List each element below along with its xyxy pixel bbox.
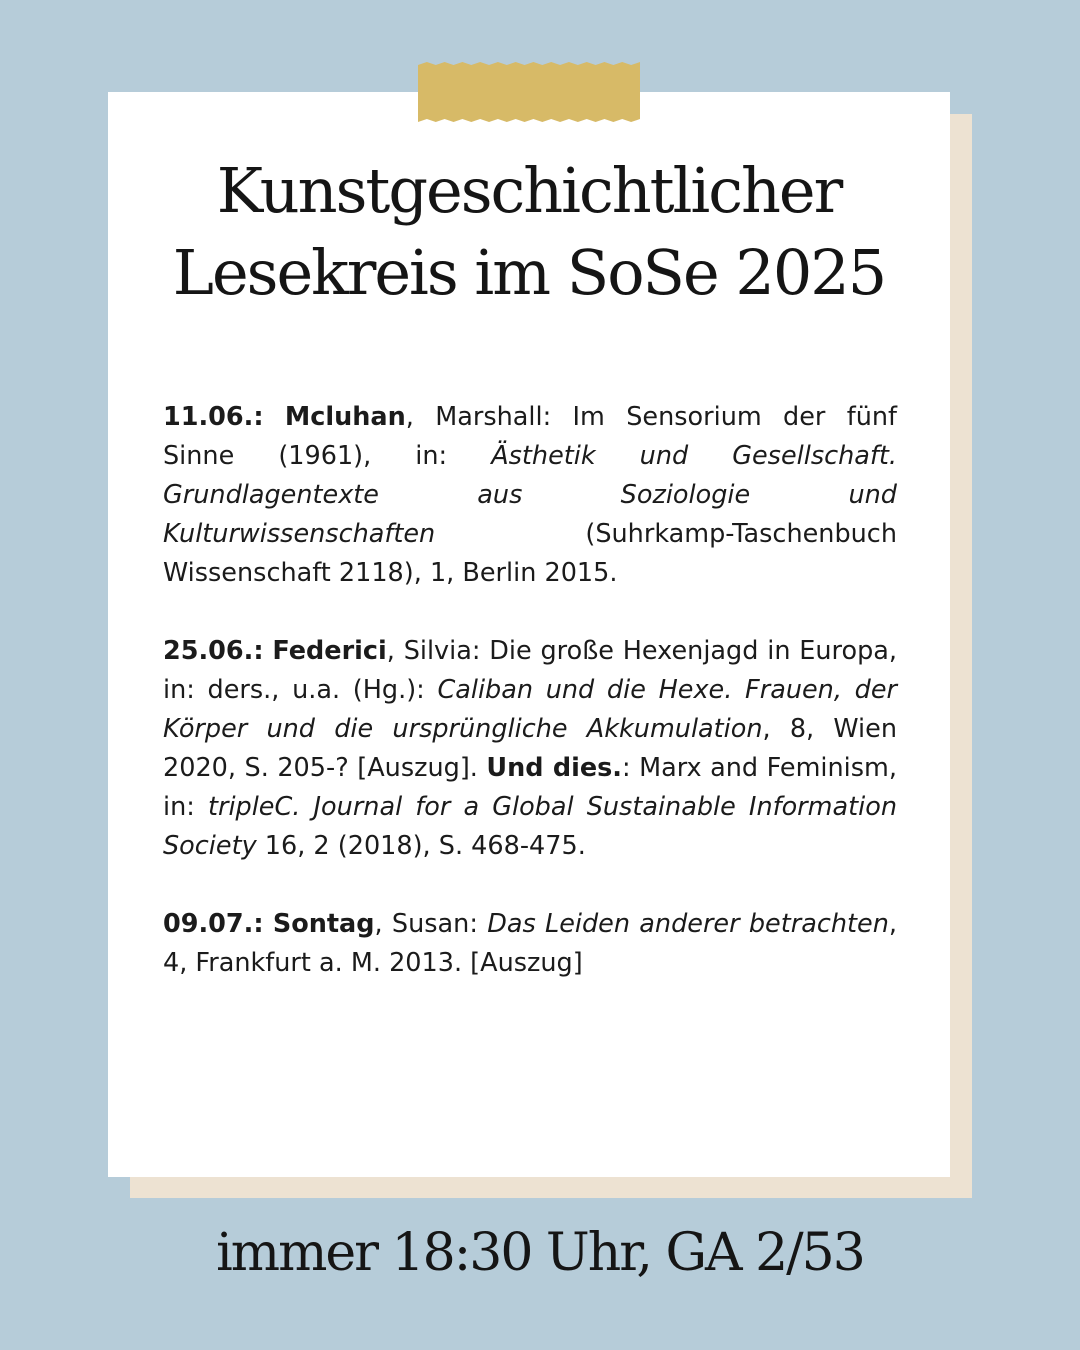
page-title — [108, 150, 950, 314]
title-line-2: Lesekreis im SoSe 2025 — [172, 236, 886, 309]
entry-text: : Marx and Feminism, in: — [163, 753, 897, 822]
entry-date: 25.06.: — [163, 636, 264, 666]
entry-text: , Susan: — [374, 909, 488, 939]
entry-title: Das Leiden anderer betrachten — [487, 909, 889, 939]
reading-entry-2 — [163, 632, 897, 866]
entry-author: Federici — [272, 636, 387, 666]
entry-date: 11.06.: — [163, 402, 264, 432]
entry-title: Ästhetik und Gesellschaft. Grundlagentexte aus Soziologie und Kulturwissenschaften — [163, 441, 897, 549]
entry-text: (Suhrkamp-Taschenbuch Wissenschaft 2118), 1, Berlin 2015. — [163, 519, 897, 588]
entry-date: 09.07.: — [163, 909, 264, 939]
entry-title: Caliban und die Hexe. Frauen, der Körper und die ursprüngliche Akkumulation — [163, 675, 897, 744]
meeting-info: immer 18:30 Uhr, GA 2/53 — [216, 1223, 864, 1283]
entry-text: , 4, Frankfurt a. M. 2013. [Auszug] — [163, 909, 897, 978]
reading-entry-3 — [163, 905, 897, 983]
entry-text: 16, 2 (2018), S. 468-475. — [256, 831, 586, 861]
title-line-1: Kunstgeschichtlicher — [216, 154, 842, 227]
reading-list — [163, 398, 897, 1022]
entry-text: , 8, Wien 2020, S. 205-? [Auszug]. — [163, 714, 897, 783]
reading-entry-1 — [163, 398, 897, 593]
entry-text: , Marshall: Im Sensorium der fünf Sinne (1961), in: — [163, 402, 898, 471]
entry-text: , Silvia: Die große Hexenjagd in Europa, in: ders., u.a. (Hg.): — [163, 636, 898, 705]
entry-author: Sontag — [272, 909, 375, 939]
entry-title: tripleC. Journal for a Global Sustainable Information Society — [163, 792, 897, 861]
tape-strip — [418, 62, 640, 122]
entry-secondary-author: Und dies. — [486, 753, 622, 783]
entry-author: Mcluhan — [284, 402, 406, 432]
